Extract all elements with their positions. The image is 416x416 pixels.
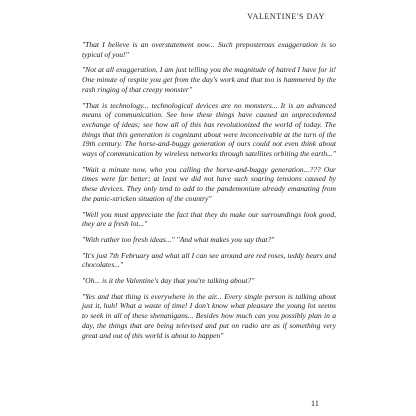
paragraph: "Yes and that thing is everywhere in the air... Every single person is talking about just it, huh! What a waste of time! I don't know what pleasure the young lot seems to seek in all of these shenanigans... Besides how much can you possibly plan in a day, the things that are being televised and put on radio are as if something very great and out of this world is about to happen" [82, 291, 336, 340]
paragraph: "That is technology... technological devices are no monsters... It is an advanced means of communication. See how these things have caused an unprecedented exchange of ideas; see how all of this has revolutionized the world of today. The things that this generation is cognizant about were inconceivable at the turn of the 19th century. The horse-and-buggy generation of ours could not even think about ways of communication by wireless networks through satellites orbiting the earth..." [82, 100, 336, 159]
running-head: VALENTINE'S DAY [247, 12, 325, 21]
paragraph: "It's just 7th February and what all I can see around are red roses, teddy bears and chocolates..." [82, 250, 336, 270]
paragraph: "With rather too fresh ideas..." "And what makes you say that?" [82, 234, 275, 244]
paragraph: "Oh... is it the Valentine's day that you're talking about?" [82, 276, 255, 286]
paragraph: "Wait a minute now, who you calling the horse-and-buggy generation...??? Our times were far better; at least we did not have such soaring tensions caused by these devices. They only tend to add to the pandemonium already emanating from the panic-stricken situation of the country" [82, 164, 336, 203]
paragraph: "Not at all exaggeration, I am just telling you the magnitude of hatred I have for it! One minute of respite you get from the day's work and that too is hammered by the rash ringing of that creepy monster" [82, 65, 336, 94]
paragraph: "Well you must appreciate the fact that they do make our surroundings look good, they are a fresh lot..." [82, 209, 336, 229]
page-number: 11 [310, 398, 319, 408]
paragraph: "That I believe is an overstatement now... Such preposterous exaggeration is so typical of you!" [82, 40, 336, 59]
body-text [82, 40, 336, 346]
